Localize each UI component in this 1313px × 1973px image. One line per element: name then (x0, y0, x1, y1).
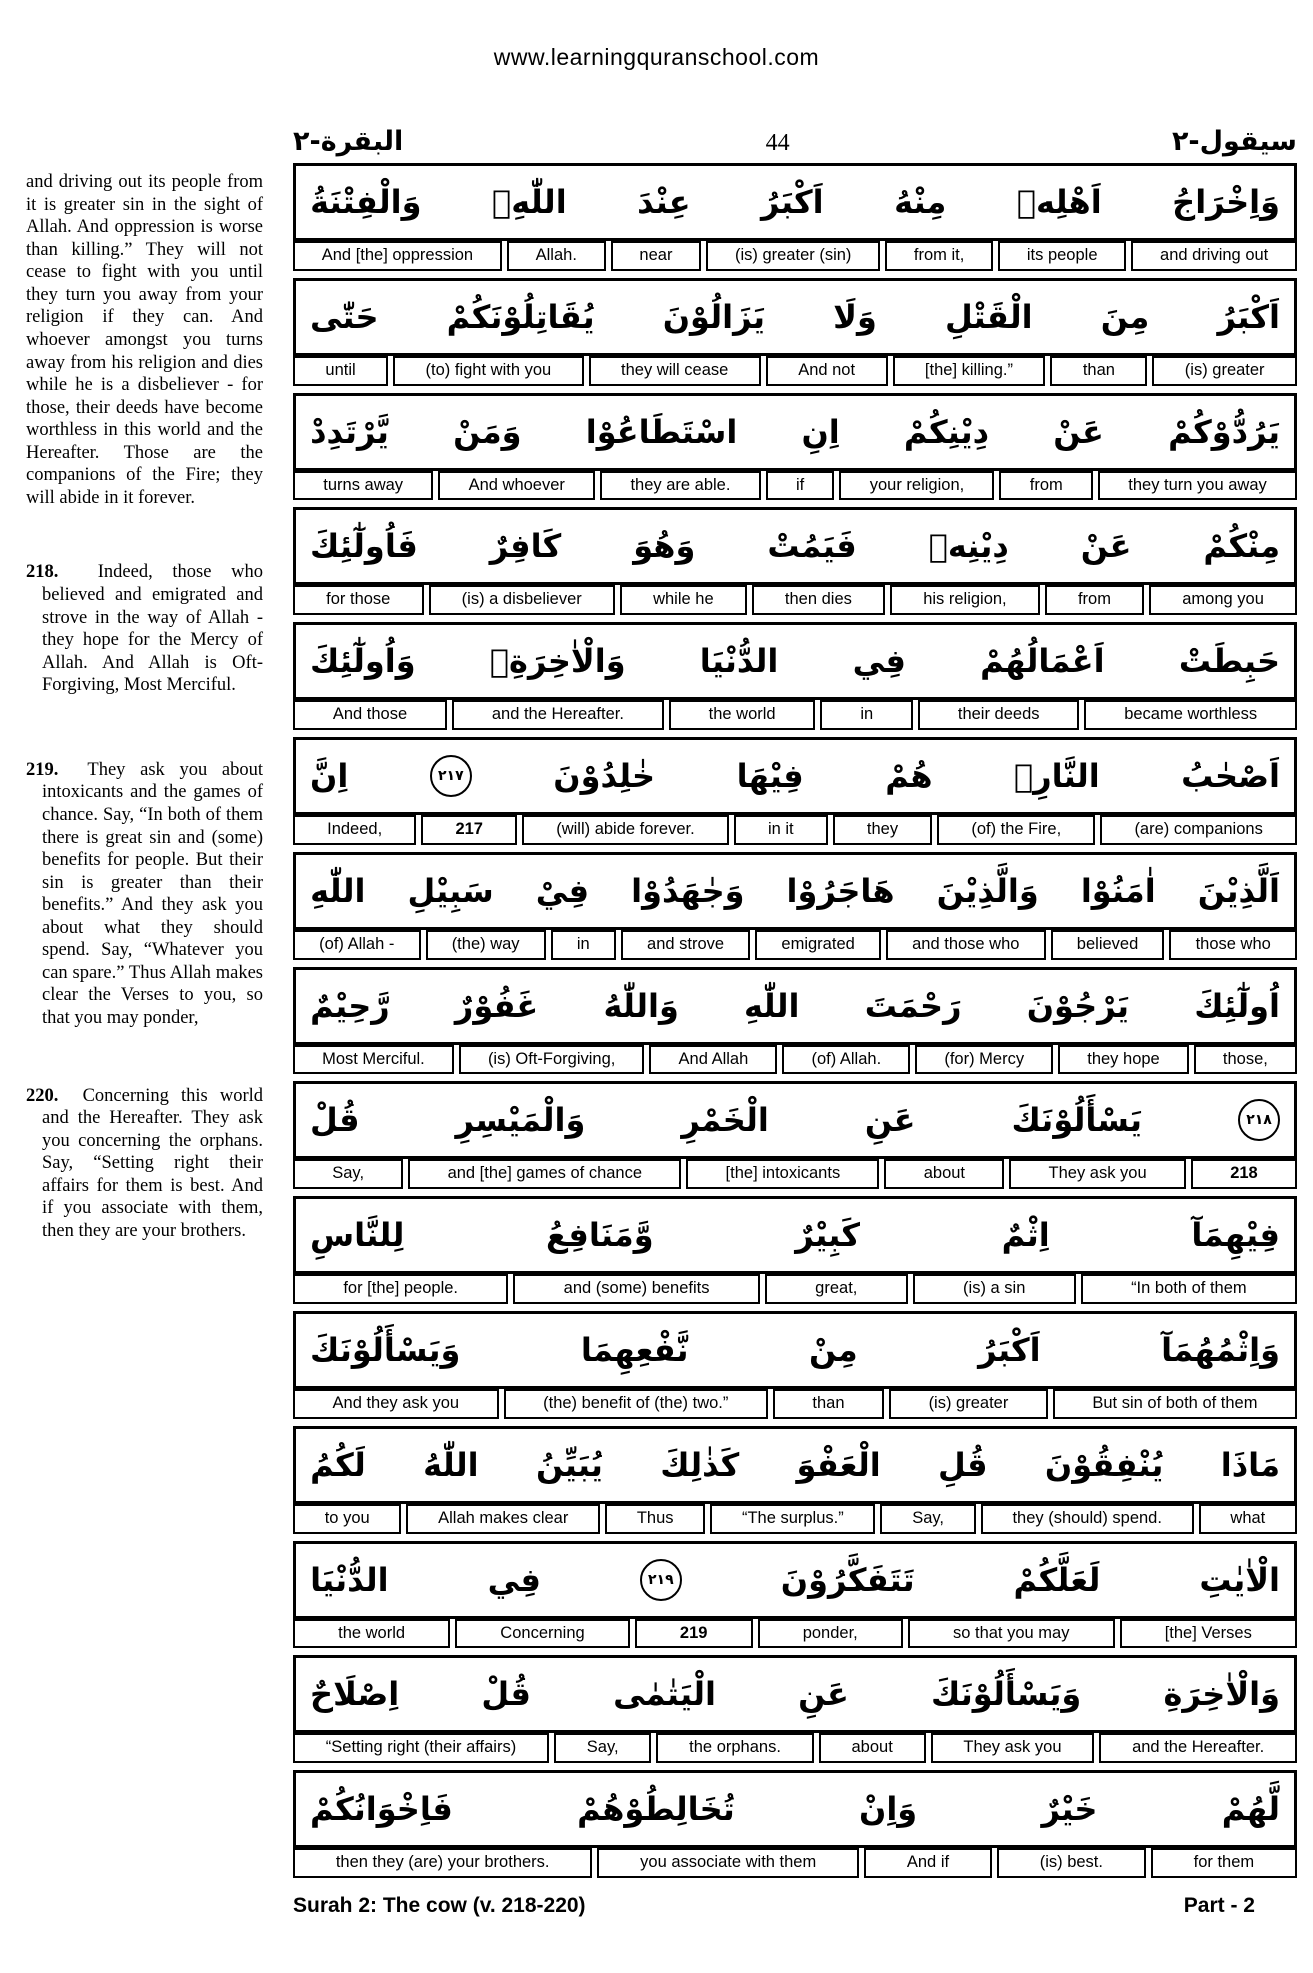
quran-row (293, 278, 1297, 386)
word-meanings-row (293, 1848, 1297, 1878)
word-meaning-box: But sin of both of them (1053, 1389, 1297, 1419)
translation-paragraph (26, 1085, 263, 1243)
page-content (0, 109, 1313, 1918)
arabic-word: مِنَ (1100, 297, 1150, 336)
word-meaning-box: became worthless (1084, 700, 1297, 730)
arabic-word: تُخَالِطُوْهُمْ (577, 1790, 735, 1829)
arabic-word: النَّارِۚ (1014, 756, 1100, 795)
word-meaning-box: Allah. (507, 241, 606, 271)
word-meaning-box: (will) abide forever. (522, 815, 729, 845)
translation-paragraph (26, 171, 263, 509)
word-meaning-box: “The surplus.” (710, 1504, 875, 1534)
word-meaning-box: And [the] oppression (293, 241, 502, 271)
arabic-word: رَحْمَتَ (864, 986, 962, 1025)
word-meaning-box: the world (293, 1619, 450, 1649)
arabic-word: اللّٰهِ (310, 871, 366, 910)
arabic-word: قُلِ (938, 1445, 988, 1484)
arabic-word: وَالْمَيْسِرِ (455, 1101, 586, 1140)
arabic-word: وَاِخْرَاجُ (1172, 183, 1280, 221)
arabic-word: اٰمَنُوْا (1080, 871, 1156, 910)
arabic-word: هَاجَرُوْا (786, 871, 895, 910)
surah-title-arabic: البقرة-٢ (293, 126, 404, 157)
arabic-word: وَاِثْمُهُمَآ (1161, 1330, 1280, 1369)
word-meaning-box: your religion, (839, 471, 994, 501)
word-meaning-box: turns away (293, 471, 433, 501)
word-meaning-box: (for) Mercy (915, 1045, 1053, 1075)
word-meanings-row (293, 1504, 1297, 1534)
word-meaning-box: than (773, 1389, 884, 1419)
word-meanings-row (293, 700, 1297, 730)
arabic-word: كَذٰلِكَ (660, 1445, 740, 1484)
word-meaning-box: and the Hereafter. (452, 700, 664, 730)
arabic-word: اللّٰهِۚ (492, 183, 567, 221)
arabic-word: دِيْنِكُمْ (903, 412, 990, 451)
word-meaning-box: for them (1151, 1848, 1297, 1878)
translation-paragraph (26, 759, 263, 1030)
word-meaning-box: (is) a disbeliever (429, 585, 615, 615)
arabic-word: اَهْلِهٖ (1016, 183, 1102, 221)
arabic-word: وَالْاٰخِرَةِۚ (489, 642, 626, 681)
word-meaning-box: They ask you (931, 1733, 1095, 1763)
arabic-line (293, 1311, 1297, 1389)
quran-row (293, 967, 1297, 1075)
arabic-word: هُمْ (885, 756, 933, 795)
word-meaning-box: they are able. (600, 471, 761, 501)
word-meanings-row (293, 1733, 1297, 1763)
arabic-word: وَالْاٰخِرَةِ (1163, 1675, 1280, 1714)
arabic-word: يَسْأَلُوْنَكَ (1011, 1101, 1142, 1140)
arabic-word: مِنْ (809, 1330, 858, 1369)
word-meaning-box: Most Merciful. (293, 1045, 454, 1075)
arabic-word: اِثْمٌ (1001, 1216, 1050, 1255)
arabic-word: مِنْهُ (894, 183, 947, 221)
arabic-word: فِيْ (535, 871, 590, 910)
word-meaning-box: (of) Allah. (782, 1045, 910, 1075)
word-meaning-box: And Allah (649, 1045, 777, 1075)
word-meaning-box: from it, (885, 241, 993, 271)
arabic-word: حَبِطَتْ (1178, 642, 1280, 681)
translation-paragraph (26, 561, 263, 696)
word-meaning-box: they will cease (589, 356, 761, 386)
arabic-word: وَمَنْ (453, 412, 522, 451)
word-meaning-box: than (1050, 356, 1147, 386)
arabic-word: دِيْنِهٖ (928, 527, 1009, 566)
word-meanings-row (293, 815, 1297, 845)
quran-row (293, 393, 1297, 501)
arabic-word: عَنْ (1080, 527, 1132, 566)
word-meaning-box: Say, (880, 1504, 975, 1534)
word-meaning-box: [the] intoxicants (686, 1159, 879, 1189)
surah-footer-label: Surah 2: The cow (v. 218-220) (293, 1893, 586, 1917)
arabic-line (293, 1655, 1297, 1733)
arabic-word: يُبَيِّنُ (535, 1445, 603, 1484)
word-meaning-box: until (293, 356, 388, 386)
arabic-line (293, 278, 1297, 356)
word-meaning-box: in (551, 930, 616, 960)
arabic-word: كَافِرٌ (489, 527, 562, 566)
quran-row (293, 852, 1297, 960)
word-meaning-box: so that you may (908, 1619, 1115, 1649)
website-url: www.learningquranschool.com (493, 44, 820, 70)
arabic-line (293, 507, 1297, 585)
page-number: 44 (765, 130, 790, 156)
arabic-word: الْقَتْلِ (944, 297, 1033, 336)
arabic-word: لَعَلَّكُمْ (1013, 1560, 1101, 1599)
arabic-word: يُقَاتِلُوْنَكُمْ (446, 297, 595, 336)
arabic-word: وَّمَنَافِعُ (546, 1216, 654, 1255)
word-meaning-box: you associate with them (597, 1848, 859, 1878)
quran-row (293, 507, 1297, 615)
quran-row (293, 1770, 1297, 1878)
verse-translation-text: They ask you about intoxicants and the games of chance. Say, “In both of them there is great sin and (some) benefits for people. But their sin is greater than their benefits.” And they ask you about what they should spend. Say, “Whatever you can spare.” Thus Allah makes clear the Verses to you, so that you may ponder, (42, 759, 263, 1028)
main-column (293, 109, 1297, 1918)
arabic-word: اَكْبَرُ (978, 1330, 1041, 1369)
arabic-word: مَاذَا (1220, 1445, 1280, 1484)
word-meaning-box: (are) companions (1100, 815, 1297, 845)
arabic-word: الْعَفْوَ (796, 1445, 881, 1484)
arabic-word: وَيَسْأَلُوْنَكَ (930, 1675, 1082, 1714)
arabic-word: فَاُولٰٓئِكَ (310, 527, 418, 566)
arabic-line (293, 1541, 1297, 1619)
word-meaning-box: near (611, 241, 702, 271)
word-meanings-row (293, 1389, 1297, 1419)
word-meanings-row (293, 471, 1297, 501)
arabic-word: فَيَمُتْ (767, 527, 857, 566)
quran-row (293, 163, 1297, 271)
verse-number: 220. (26, 1085, 59, 1106)
word-meaning-box: And whoever (438, 471, 595, 501)
arabic-line (293, 852, 1297, 930)
arabic-word: اللّٰهُ (423, 1445, 479, 1484)
verse-number-box: 217 (421, 815, 517, 845)
word-meaning-box: in it (734, 815, 828, 845)
arabic-word: قُلْ (481, 1675, 531, 1714)
arabic-word: فِيْهِمَآ (1191, 1216, 1280, 1255)
arabic-word: لِلنَّاسِ (310, 1216, 405, 1255)
arabic-word: اُولٰٓئِكَ (1194, 986, 1280, 1025)
arabic-word: وَهُوَ (633, 527, 696, 566)
arabic-word: يَزَالُوْنَ (662, 297, 765, 336)
word-meaning-box: their deeds (918, 700, 1079, 730)
verse-number-box: 218 (1191, 1159, 1297, 1189)
word-meaning-box: they turn you away (1098, 471, 1297, 501)
word-meanings-row (293, 930, 1297, 960)
arabic-word: كَبِيْرٌ (795, 1216, 860, 1255)
quran-row (293, 1081, 1297, 1189)
verse-translation-text: Indeed, those who believed and emigrated and strove in the way of Allah - they hope for the Mercy of Allah. And Allah is Oft-Forgiving, Most Merciful. (42, 562, 263, 696)
arabic-word: نَّفْعِهِمَا (580, 1330, 689, 1369)
word-meaning-box: And they ask you (293, 1389, 499, 1419)
word-meaning-box: “Setting right (their affairs) (293, 1733, 549, 1763)
arabic-line (293, 163, 1297, 241)
arabic-line (293, 737, 1297, 815)
arabic-word: اَصْحٰبُ (1181, 756, 1280, 795)
word-meaning-box: while he (620, 585, 747, 615)
arabic-word: اللّٰهِ (744, 986, 800, 1025)
verse-translation-text: Concerning this world and the Hereafter. They ask you concerning the orphans. Say, “Setting right their affairs for them is best. And if you associate with them, then they are your brothers. (42, 1085, 264, 1241)
word-meaning-box: for [the] people. (293, 1274, 508, 1304)
word-meanings-row (293, 1045, 1297, 1075)
quran-rows (293, 163, 1297, 1878)
arabic-word: حَتّٰى (310, 297, 379, 336)
word-meaning-box: those, (1194, 1045, 1297, 1075)
word-meaning-box: those who (1169, 930, 1297, 960)
word-meaning-box: (of) Allah - (293, 930, 421, 960)
quran-row (293, 1541, 1297, 1649)
arabic-word: اَكْبَرُ (761, 183, 824, 221)
arabic-word: سَبِيْلِ (407, 871, 494, 910)
word-meaning-box: they (833, 815, 932, 845)
arabic-word: رَّحِيْمٌ (310, 986, 390, 1025)
quran-row (293, 1426, 1297, 1534)
quran-row (293, 737, 1297, 845)
word-meaning-box: Concerning (455, 1619, 630, 1649)
arabic-word: يَرْجُوْنَ (1026, 986, 1130, 1025)
arabic-word: وَالَّذِيْنَ (936, 871, 1039, 910)
verse-number: 218. (26, 562, 59, 583)
arabic-word: وَلَا (833, 297, 877, 336)
word-meaning-box: (is) best. (997, 1848, 1146, 1878)
arabic-word: الْخَمْرِ (681, 1101, 769, 1140)
arabic-word: يَرُدُّوْكُمْ (1168, 412, 1280, 451)
word-meaning-box: ponder, (758, 1619, 903, 1649)
verse-translation-text: and driving out its people from it is greater sin in the sight of Allah. And oppression is worse than killing.” They will not cease to fight with you until they turn you away from your religion if they can. And whoever amongst you turns away from his religion and dies while he is a disbeliever - for those, their deeds have become worthless in this world and the Hereafter. Those are the companions of the Fire; they will abide in it forever. (26, 172, 263, 508)
word-meaning-box: about (884, 1159, 1004, 1189)
arabic-line (293, 393, 1297, 471)
word-meaning-box: (is) Oft-Forgiving, (459, 1045, 645, 1075)
arabic-word: تَتَفَكَّرُوْنَ (780, 1560, 915, 1599)
word-meaning-box: They ask you (1009, 1159, 1186, 1189)
word-meaning-box: and [the] games of chance (408, 1159, 681, 1189)
arabic-line (293, 1426, 1297, 1504)
arabic-word: عَنِ (798, 1675, 849, 1714)
arabic-word: عَنِ (864, 1101, 916, 1140)
word-meaning-box: Say, (554, 1733, 651, 1763)
verse-end-medallion: ٢١٩ (640, 1559, 682, 1601)
arabic-line (293, 1081, 1297, 1159)
arabic-word: فَاِخْوَانُكُمْ (310, 1790, 453, 1829)
word-meanings-row (293, 1274, 1297, 1304)
word-meaning-box: and strove (621, 930, 750, 960)
arabic-word: يُنْفِقُوْنَ (1044, 1445, 1164, 1484)
word-meaning-box: the orphans. (656, 1733, 813, 1763)
arabic-word: وَالْفِتْنَةُ (310, 183, 422, 221)
arabic-word: خَيْرٌ (1041, 1790, 1098, 1829)
arabic-word: عَنْ (1053, 412, 1104, 451)
word-meaning-box: And those (293, 700, 447, 730)
word-meaning-box: the world (669, 700, 816, 730)
arabic-word: فِي (487, 1560, 541, 1599)
word-meaning-box: (is) a sin (913, 1274, 1076, 1304)
arabic-word: وَيَسْأَلُوْنَكَ (310, 1330, 461, 1369)
word-meaning-box: (is) greater (889, 1389, 1048, 1419)
word-meaning-box: his religion, (890, 585, 1040, 615)
word-meanings-row (293, 241, 1297, 271)
word-meaning-box: to you (293, 1504, 401, 1534)
quran-row (293, 1196, 1297, 1304)
word-meanings-row (293, 1619, 1297, 1649)
arabic-word: الْيَتٰمٰى (613, 1675, 716, 1714)
part-label: Part - 2 (1183, 1893, 1255, 1917)
word-meaning-box: (the) way (426, 930, 546, 960)
word-meaning-box: (is) greater (1152, 356, 1297, 386)
word-meaning-box: then dies (752, 585, 885, 615)
word-meanings-row (293, 585, 1297, 615)
arabic-word: اِصْلَاحٌ (310, 1675, 400, 1714)
arabic-word: فِيْهَا (736, 756, 804, 795)
quran-row (293, 622, 1297, 730)
verse-number-box: 219 (635, 1619, 753, 1649)
word-meaning-box: and driving out (1131, 241, 1297, 271)
word-meaning-box: they (should) spend. (981, 1504, 1194, 1534)
arabic-word: لَكُمُ (310, 1445, 366, 1484)
word-meaning-box: about (819, 1733, 926, 1763)
arabic-line (293, 1196, 1297, 1274)
arabic-word: غَفُوْرٌ (454, 986, 539, 1025)
word-meaning-box: and those who (886, 930, 1046, 960)
word-meaning-box: and the Hereafter. (1099, 1733, 1297, 1763)
translation-column (26, 109, 263, 1918)
word-meanings-row (293, 356, 1297, 386)
word-meaning-box: “In both of them (1081, 1274, 1297, 1304)
arabic-word: يَّرْتَدِدْ (310, 412, 389, 451)
quran-row (293, 1311, 1297, 1419)
arabic-word: وَجٰهَدُوْا (631, 871, 745, 910)
verse-end-medallion: ٢١٧ (430, 755, 472, 797)
arabic-word: لَّهُمْ (1221, 1790, 1280, 1829)
quran-row (293, 1655, 1297, 1763)
verse-number: 219. (26, 759, 59, 780)
arabic-word: عِنْدَ (637, 183, 691, 221)
arabic-word: وَاُولٰٓئِكَ (310, 642, 416, 681)
arabic-line (293, 967, 1297, 1045)
arabic-word: الدُّنْيَا (699, 642, 779, 681)
arabic-word: اَعْمَالُهُمْ (980, 642, 1105, 681)
word-meaning-box: believed (1051, 930, 1165, 960)
arabic-word: وَاِنْ (859, 1790, 918, 1829)
word-meaning-box: Indeed, (293, 815, 416, 845)
word-meaning-box: (is) greater (sin) (706, 241, 880, 271)
arabic-word: وَاللّٰهُ (603, 986, 679, 1025)
word-meaning-box: Allah makes clear (406, 1504, 600, 1534)
word-meaning-box: in (820, 700, 913, 730)
arabic-word: فِي (852, 642, 906, 681)
arabic-word: خٰلِدُوْنَ (553, 756, 656, 795)
arabic-word: مِنْكُمْ (1203, 527, 1280, 566)
word-meaning-box: [the] Verses (1120, 1619, 1297, 1649)
word-meaning-box: (of) the Fire, (937, 815, 1095, 845)
word-meaning-box: (the) benefit of (the) two.” (504, 1389, 768, 1419)
arabic-word: قُلْ (310, 1101, 360, 1140)
arabic-word: اسْتَطَاعُوْا (585, 412, 738, 451)
arabic-line (293, 1770, 1297, 1848)
word-meanings-row (293, 1159, 1297, 1189)
word-meaning-box: And if (864, 1848, 992, 1878)
word-meaning-box: And not (766, 356, 888, 386)
arabic-line (293, 622, 1297, 700)
word-meaning-box: (to) fight with you (393, 356, 583, 386)
word-meaning-box: from (1045, 585, 1144, 615)
word-meaning-box: and (some) benefits (513, 1274, 760, 1304)
arabic-word: الْاٰيٰتِ (1199, 1560, 1280, 1599)
page-header (293, 109, 1297, 155)
verse-end-medallion: ٢١٨ (1238, 1099, 1280, 1141)
word-meaning-box: what (1199, 1504, 1297, 1534)
page-footer (293, 1894, 1297, 1918)
arabic-word: اَكْبَرُ (1217, 297, 1280, 336)
word-meaning-box: among you (1149, 585, 1297, 615)
word-meaning-box: Say, (293, 1159, 403, 1189)
arabic-word: اِنِ (801, 412, 840, 451)
arabic-word: اَلَّذِيْنَ (1197, 871, 1280, 910)
word-meaning-box: great, (765, 1274, 908, 1304)
juz-title-arabic: سيقول-٢ (1171, 126, 1297, 157)
arabic-word: اِنَّ (310, 756, 349, 795)
word-meaning-box: [the] killing.” (893, 356, 1046, 386)
arabic-word: الدُّنْيَا (310, 1560, 389, 1599)
word-meaning-box: then they (are) your brothers. (293, 1848, 592, 1878)
word-meaning-box: emigrated (755, 930, 881, 960)
word-meaning-box: from (999, 471, 1093, 501)
word-meaning-box: for those (293, 585, 424, 615)
word-meaning-box: Thus (605, 1504, 705, 1534)
word-meaning-box: its people (998, 241, 1126, 271)
word-meaning-box: if (766, 471, 835, 501)
word-meaning-box: they hope (1058, 1045, 1189, 1075)
